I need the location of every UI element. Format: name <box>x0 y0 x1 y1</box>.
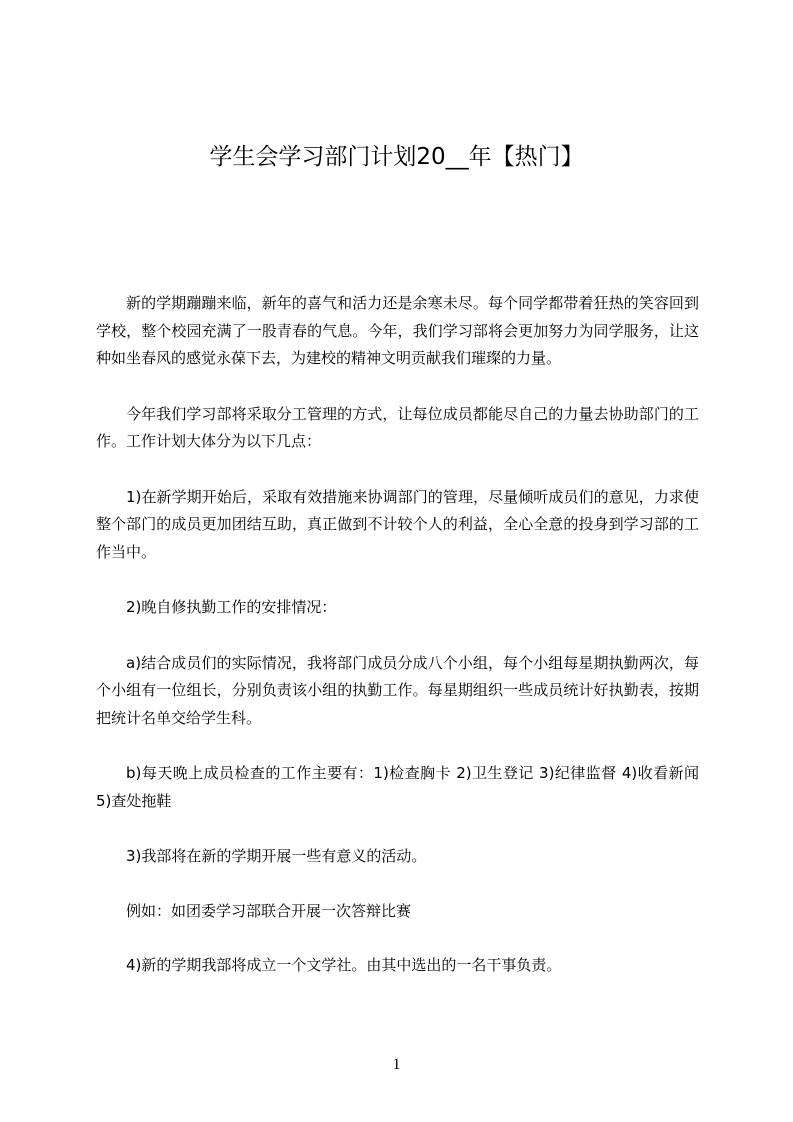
paragraph-item-2: 2)晚自修执勤工作的安排情况： <box>126 598 337 616</box>
paragraph-intro: 新的学期蹦蹦来临，新年的喜气和活力还是余寒未尽。每个同学都带着狂热的笑容回到学校，整个校园充满了一股青春的气息。今年，我们学习部将会更加努力为同学服务，让这种如坐春风的感觉永葆下去，为建校的精神文明贡献我们璀璨的力量。 <box>96 294 699 367</box>
paragraph-plan-overview: 今年我们学习部将采取分工管理的方式，让每位成员都能尽自己的力量去协助部门的工作。工作计划大体分为以下几点： <box>96 404 699 450</box>
paragraph-item-2a: a)结合成员们的实际情况，我将部门成员分成八个小组，每个小组每星期执勤两次，每个小组有一位组长，分别负责该小组的执勤工作。每星期组织一些成员统计好执勤表，按期把统计名单交给学生科。 <box>96 653 699 727</box>
paragraph-item-2b: b)每天晚上成员检查的工作主要有：1)检查胸卡 2)卫生登记 3)纪律监督 4)收看新闻 5)查处拖鞋 <box>96 764 699 810</box>
paragraph-item-3: 3)我部将在新的学期开展一些有意义的活动。 <box>126 847 427 865</box>
document-body <box>96 290 699 980</box>
document-title: 学生会学习部门计划20__年【热门】 <box>209 144 584 170</box>
paragraph-item-1: 1)在新学期开始后，采取有效措施来协调部门的管理，尽量倾听成员们的意见，力求使整个部门的成员更加团结互助，真正做到不计较个人的利益，全心全意的投身到学习部的工作当中。 <box>96 487 699 561</box>
paragraph-item-4: 4)新的学期我部将成立一个文学社。由其中选出的一名干事负责。 <box>126 956 562 974</box>
paragraph-example: 例如：如团委学习部联合开展一次答辩比赛 <box>126 901 412 920</box>
page-number: 1 <box>392 1056 401 1073</box>
